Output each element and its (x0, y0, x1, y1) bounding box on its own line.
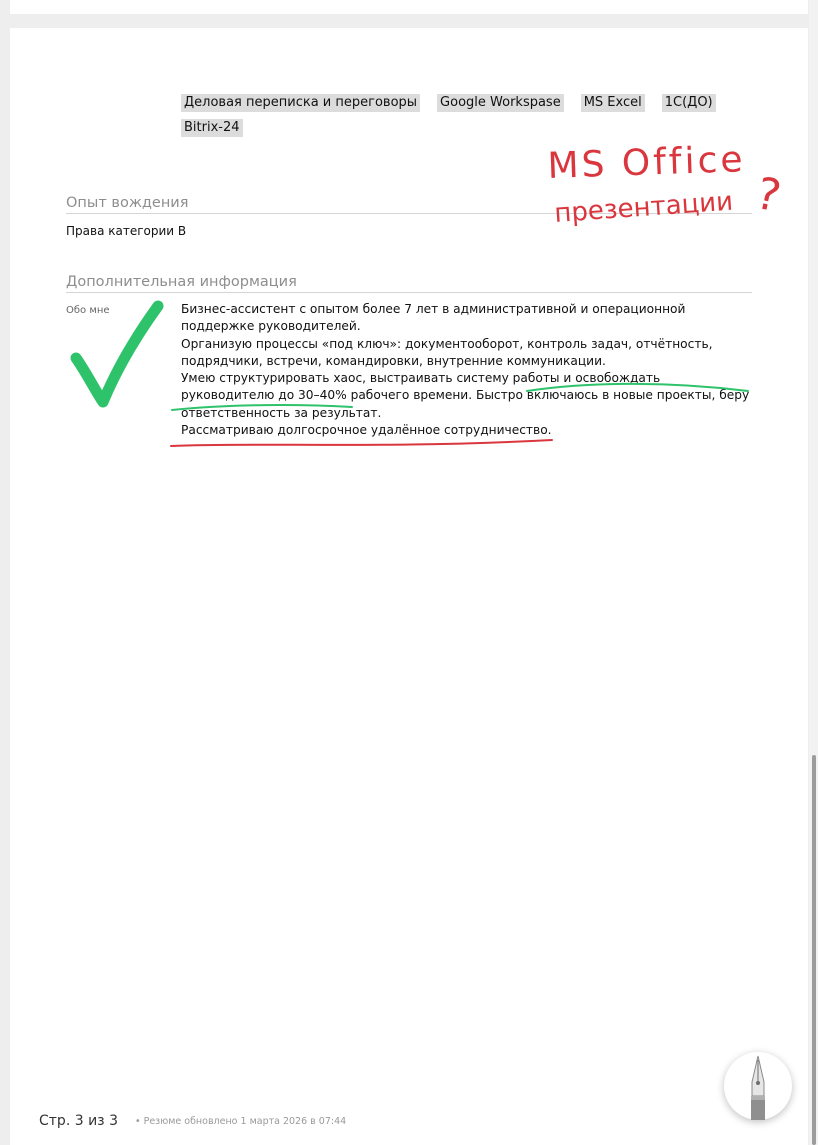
about-paragraph: Рассматриваю долгосрочное удалённое сотрудничество. (181, 423, 552, 438)
skill-tag: MS Excel (581, 94, 645, 112)
section-divider (66, 292, 752, 293)
scrollbar[interactable] (809, 0, 818, 1145)
fountain-pen-icon (724, 1052, 792, 1120)
about-text (181, 301, 751, 439)
annotate-pen-button[interactable] (724, 1052, 792, 1120)
skill-tag: Google Workspase (437, 94, 564, 112)
handwritten-question-mark: ? (751, 167, 786, 223)
about-paragraph: Бизнес-ассистент с опытом более 7 лет в административной и операционной поддержке руководителей. (181, 302, 686, 334)
resume-page (10, 28, 808, 1145)
about-paragraph: Умею структурировать хаос, выстраивать систему работы и освобождать руководителю до 30–40% рабочего времени. Быстро включаюсь в новые проекты, беру ответственность за результат. (181, 371, 750, 420)
section-divider (66, 213, 752, 214)
scrollbar-thumb[interactable] (812, 755, 816, 1145)
resume-updated-text: • Резюме обновлено 1 марта 2026 в 07:44 (134, 1115, 347, 1127)
skill-tag: Деловая переписка и переговоры (181, 94, 420, 112)
footer (26, 1106, 446, 1136)
skill-tag: Bitrix-24 (181, 119, 243, 137)
driving-license-text: Права категории B (66, 224, 187, 238)
handwritten-ms-office: MS Office (546, 139, 747, 187)
driving-section-title: Опыт вождения (66, 195, 189, 211)
previous-page-edge (10, 0, 808, 14)
about-paragraph: Организую процессы «под ключ»: документооборот, контроль задач, отчётность, подрядчики, встречи, командировки, внутренние коммуникации. (181, 336, 713, 368)
about-label: Обо мне (66, 305, 110, 316)
skill-tag: 1С(ДО) (662, 94, 716, 112)
page-indicator: Стр. 3 из 3 (26, 1109, 131, 1133)
skills-list (181, 94, 741, 144)
handwritten-presentations: презентации (553, 186, 734, 229)
additional-section-title: Дополнительная информация (66, 274, 297, 290)
